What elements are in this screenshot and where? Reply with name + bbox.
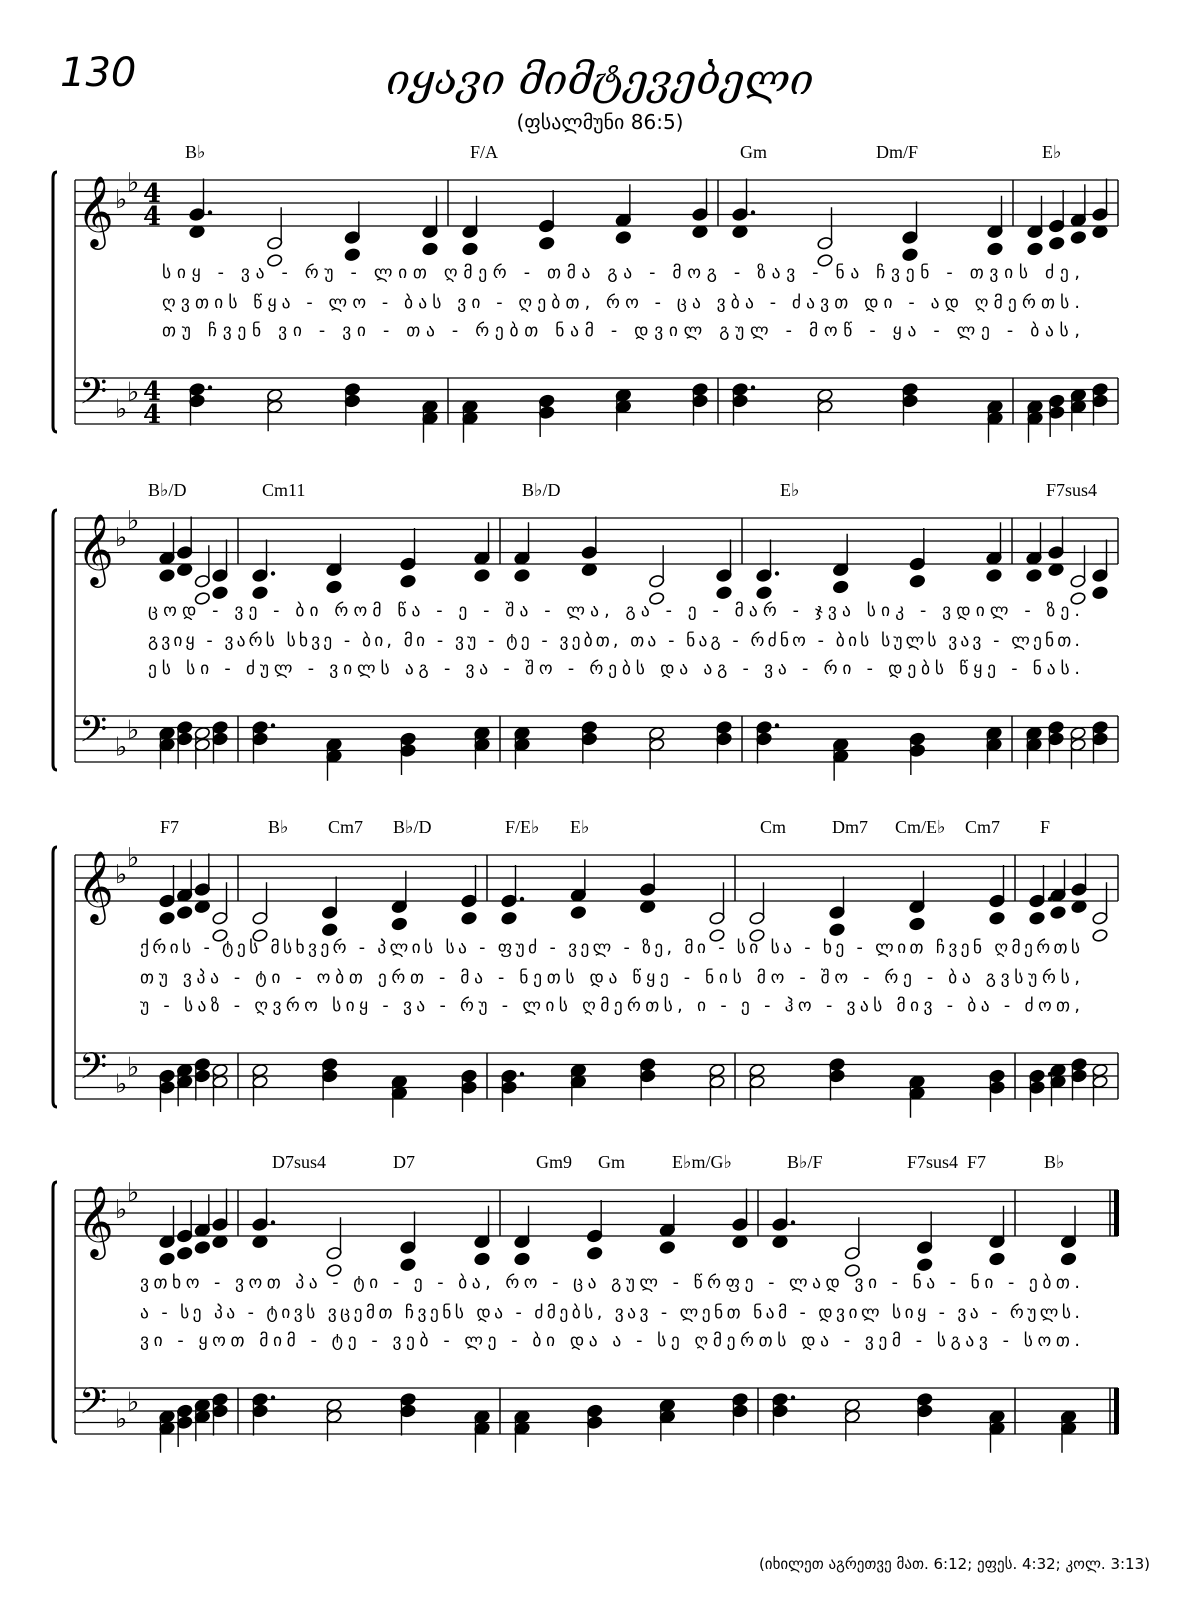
note-dot [775, 723, 779, 727]
note-head [159, 568, 176, 582]
note-head [474, 1252, 491, 1266]
song-title: იყავი მიმტევებელი [386, 55, 814, 104]
note-head [1027, 242, 1044, 256]
chord-symbol: Gm [598, 1152, 625, 1172]
note-head [987, 242, 1004, 256]
bass-clef: 𝄢 [79, 1380, 108, 1432]
chord-symbol: F7 [160, 817, 180, 837]
note-head [461, 911, 478, 925]
note-head [1092, 928, 1109, 942]
note-head [902, 248, 919, 262]
note-head [176, 563, 193, 577]
key-signature-flat: ♭ [115, 732, 128, 763]
note-head [252, 1235, 269, 1249]
key-signature-flat: ♭ [115, 394, 128, 425]
note-dot [520, 897, 524, 901]
note-head [716, 586, 733, 600]
note-head [732, 225, 749, 239]
note-dot [271, 1395, 275, 1399]
note-dot [208, 210, 212, 214]
chord-symbol: F7sus4 [1046, 480, 1098, 500]
bass-staff [75, 371, 1118, 443]
key-signature-flat: ♭ [127, 1052, 140, 1083]
system-2 [53, 480, 1118, 781]
key-signature-flat: ♭ [115, 1195, 128, 1225]
time-signature-digit: 4 [143, 377, 162, 407]
chord-symbol: E♭ [570, 817, 590, 837]
note-head [391, 917, 408, 931]
note-head [772, 1235, 789, 1249]
note-head [581, 563, 598, 577]
note-head [1048, 236, 1065, 250]
lyric-line-verse-2: ა - სე პა - ტივს ვცემთ ჩვენს და - ძმებს, ვავ - ლენთ ნამ - დვილ სიყ - ვა - რულს. [140, 1303, 1080, 1323]
note-head [422, 242, 439, 256]
key-signature-flat: ♭ [127, 1177, 140, 1208]
key-signature-flat: ♭ [127, 505, 140, 536]
treble-clef: 𝄞 [77, 1184, 114, 1257]
time-signature-digit: 4 [143, 400, 162, 430]
note-head [321, 923, 338, 937]
note-head [1048, 563, 1065, 577]
chord-symbol: D7sus4 [272, 1152, 327, 1172]
note-head [989, 911, 1006, 925]
note-head [1060, 1252, 1077, 1266]
note-dot [520, 1072, 524, 1076]
final-barline-thick [1114, 1190, 1119, 1236]
note-head [909, 574, 926, 588]
note-dot [775, 571, 779, 575]
note-dot [791, 1220, 795, 1224]
note-head [212, 586, 229, 600]
bass-staff [75, 1046, 1118, 1118]
note-head [756, 586, 773, 600]
note-dot [271, 571, 275, 575]
key-signature-flat: ♭ [115, 1069, 128, 1100]
chord-symbol: F/A [470, 142, 499, 162]
note-head [474, 568, 491, 582]
note-head [989, 1252, 1006, 1266]
note-head [514, 568, 531, 582]
chord-symbol: E♭ [1042, 142, 1062, 162]
bass-staff [75, 709, 1118, 781]
chord-symbol: Gm9 [536, 1152, 572, 1172]
chord-symbol: Cm7 [328, 817, 364, 837]
chord-symbol: Dm/F [876, 142, 919, 162]
note-head [732, 1235, 749, 1249]
key-signature-flat: ♭ [115, 523, 128, 553]
time-signature-digit: 4 [143, 179, 162, 209]
note-head [1029, 911, 1046, 925]
note-head [252, 586, 269, 600]
key-signature-flat: ♭ [115, 185, 128, 215]
time-signature-digit: 4 [143, 202, 162, 232]
bass-clef: 𝄢 [79, 1045, 108, 1097]
note-head [1092, 586, 1109, 600]
note-head [462, 242, 479, 256]
system-bracket [53, 172, 57, 432]
note-dot [208, 385, 212, 389]
lyric-line-verse-1: ცოდ - ვე - ბი რომ წა - ე - შა - ლა, გა - ე - მარ - ჯვა სიკ - ვდილ - ზე. [148, 601, 1080, 621]
treble-clef: 𝄞 [77, 849, 114, 922]
note-head [400, 1258, 417, 1272]
chord-symbol: B♭/D [148, 480, 187, 500]
lyric-line-verse-2: გვიყ - ვარს სხვე - ბი, მი - ვუ - ტე - ვებთ, თა - ნაგ - რძნო - ბის სულს ვავ - ლენთ. [148, 631, 1081, 651]
note-head [659, 1240, 676, 1254]
note-head [986, 568, 1003, 582]
note-head [194, 1240, 211, 1254]
system-1 [53, 142, 1118, 443]
note-head [1050, 905, 1067, 919]
lyric-line-verse-1: ქრის - ტეს მსხვერ - პლის სა - ფუძ - ველ - ზე, მი - სი სა - ხე - ლით ჩვენ ღმერთს [140, 938, 1080, 958]
footnote: (იხილეთ აგრეთვე მათ. 6:12; ეფეს. 4:32; კოლ. 3:13) [758, 1555, 1150, 1573]
final-barline-thick [1114, 1388, 1119, 1434]
note-head [639, 900, 656, 914]
note-head [1026, 568, 1043, 582]
chord-symbol: B♭ [185, 142, 206, 162]
chord-symbol: Cm11 [262, 480, 306, 500]
chord-symbol: F7 [967, 1152, 987, 1172]
chord-symbol: Cm/E♭ [895, 817, 946, 837]
note-head [159, 911, 176, 925]
system-bracket [53, 1182, 57, 1442]
note-head [514, 1252, 531, 1266]
key-signature-flat: ♭ [127, 842, 140, 873]
chord-symbol: B♭/F [787, 1152, 823, 1172]
chord-symbol: Dm7 [832, 817, 868, 837]
chord-symbol: E♭m/G♭ [672, 1152, 732, 1172]
system-4 [53, 1152, 1119, 1453]
treble-clef: 𝄞 [77, 512, 114, 585]
chord-symbol: Cm7 [965, 817, 1001, 837]
note-dot [751, 385, 755, 389]
lyric-line-verse-1: ვთხო - ვოთ პა - ტი - ე - ბა, რო - ცა გულ - წრფე - ლად ვი - ნა - ნი - ებთ. [140, 1273, 1081, 1293]
note-head [586, 1246, 603, 1260]
note-head [692, 225, 709, 239]
note-head [212, 1235, 229, 1249]
chord-symbol: Gm [740, 142, 767, 162]
bass-clef: 𝄢 [79, 370, 108, 422]
key-signature-flat: ♭ [127, 377, 140, 408]
note-head [400, 574, 417, 588]
note-head [832, 580, 849, 594]
chord-symbol: B♭/D [393, 817, 432, 837]
key-signature-flat: ♭ [115, 1404, 128, 1435]
note-head [1070, 230, 1087, 244]
treble-staff [75, 168, 1118, 268]
note-head [344, 248, 361, 262]
treble-staff [75, 1178, 1119, 1278]
chord-symbol: Cm [760, 817, 787, 837]
key-signature-flat: ♭ [127, 715, 140, 746]
note-head [194, 900, 211, 914]
chord-symbol: D7 [393, 1152, 415, 1172]
song-subtitle: (ფსალმუნი 86:5) [516, 110, 684, 134]
note-head [909, 917, 926, 931]
system-3 [53, 817, 1118, 1118]
bass-staff [75, 1381, 1119, 1453]
note-dot [271, 1220, 275, 1224]
chord-symbol: E♭ [780, 480, 800, 500]
chord-symbol: F/E♭ [505, 817, 540, 837]
note-dot [791, 1395, 795, 1399]
bass-clef: 𝄢 [79, 708, 108, 760]
note-head [829, 923, 846, 937]
key-signature-flat: ♭ [127, 167, 140, 198]
chord-symbol: B♭/D [522, 480, 561, 500]
note-head [538, 236, 555, 250]
note-head [189, 225, 206, 239]
lyric-line-verse-3: უ - საზ - ღვრო სიყ - ვა - რუ - ლის ღმერთს, ი - ე - ჰო - ვას მივ - ბა - ძოთ, [140, 996, 1080, 1016]
note-head [916, 1258, 933, 1272]
lyric-line-verse-3: თუ ჩვენ ვი - ვი - თა - რებთ ნამ - დვილ გულ - მოწ - ყა - ლე - ბას, [162, 321, 1080, 341]
page-number: 130 [60, 50, 137, 96]
note-head [159, 1252, 176, 1266]
note-head [615, 230, 632, 244]
note-dot [271, 723, 275, 727]
note-head [326, 580, 343, 594]
note-head [501, 911, 518, 925]
note-head [1071, 900, 1088, 914]
chord-symbol: B♭ [268, 817, 289, 837]
key-signature-flat: ♭ [115, 860, 128, 890]
lyric-line-verse-2: ღვთის წყა - ლო - ბას ვი - ღებთ, რო - ცა ვბა - ძავთ დი - ად ღმერთს. [162, 293, 1080, 313]
chord-symbol: F7sus4 [907, 1152, 959, 1172]
chord-symbol: B♭ [1044, 1152, 1065, 1172]
note-head [570, 905, 587, 919]
lyric-line-verse-1: სიყ - ვა - რუ - ლით ღმერ - თმა გა - მოგ - ზავ - ნა ჩვენ - თვის ძე, [162, 263, 1080, 283]
system-bracket [53, 847, 57, 1107]
lyric-line-verse-3: ეს სი - ძულ - ვილს აგ - ვა - შო - რებს და აგ - ვა - რი - დებს წყე - ნას. [148, 659, 1081, 679]
note-dot [751, 210, 755, 214]
key-signature-flat: ♭ [127, 1387, 140, 1418]
treble-staff [75, 843, 1118, 943]
lyric-line-verse-2: თუ ვპა - ტი - ობთ ერთ - მა - ნეთს და წყე - ნის მო - შო - რე - ბა გვსურს, [140, 968, 1080, 988]
chord-symbol: F [1040, 817, 1051, 837]
system-bracket [53, 510, 57, 770]
treble-clef: 𝄞 [77, 174, 114, 247]
note-head [1092, 225, 1109, 239]
treble-staff [75, 506, 1118, 606]
note-head [176, 1246, 193, 1260]
note-head [176, 905, 193, 919]
lyric-line-verse-3: ვი - ყოთ მიმ - ტე - ვებ - ლე - ბი და ა - სე ღმერთს და - ვემ - სგავ - სოთ. [140, 1331, 1080, 1351]
